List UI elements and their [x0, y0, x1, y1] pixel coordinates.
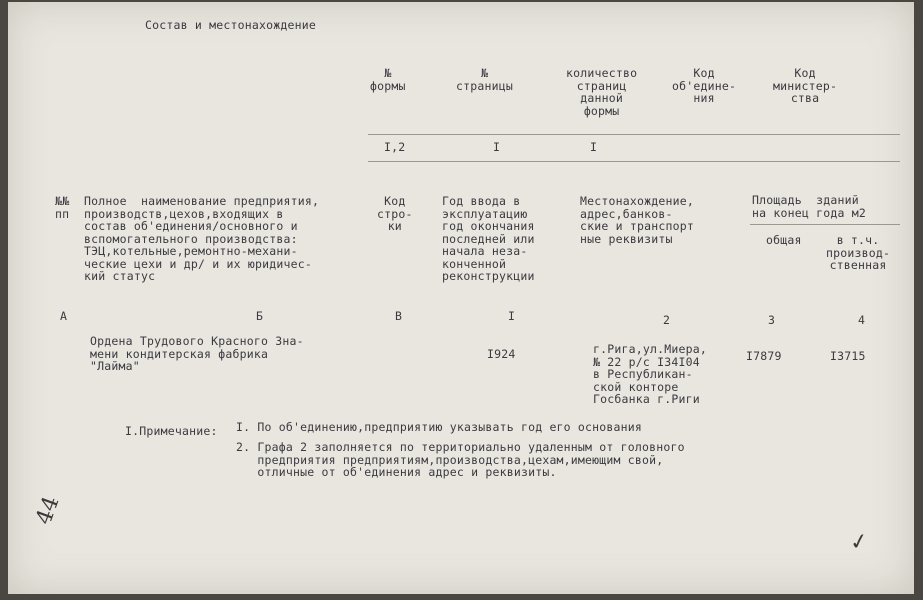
pages-count-header: количество страниц данной формы [566, 66, 638, 118]
column-letter-b: Б [256, 309, 264, 323]
area-production-cell: I3715 [830, 349, 866, 363]
line-code-header: Код стро- ки [377, 194, 413, 233]
area-total-cell: I7879 [746, 349, 782, 363]
form-number-header: № формы [370, 66, 406, 93]
area-header-rule [750, 224, 900, 225]
check-mark-icon: ✓ [847, 528, 871, 557]
column-number-1: I [508, 309, 516, 323]
note-2: 2. Графа 2 заполняется по территориально удаленным от головного предприятия предприятиям,производства,цехам,имеющим свой, отличные от об'единения адрес и реквизиты. [236, 440, 685, 479]
handwritten-page-number: 44 [31, 493, 65, 528]
enterprise-name-header: Полное наименование предприятия, производств,цехов,входящих в состав об'единения/основного и вспомогательного производства: ТЭЦ,котельные,ремонтно-механи- ческие цехи и др/ и их юридичес- кий статус [84, 194, 320, 283]
header-rule [368, 134, 900, 135]
column-number-2: 2 [663, 313, 671, 327]
location-header: Местонахождение, адрес,банков- ские и транспорт ные реквизиты [580, 194, 694, 246]
address-cell: г.Рига,ул.Миера, № 22 р/с I34I04 в Республикан- ской конторе Госбанка г.Риги [593, 342, 707, 406]
building-area-header: Площадь зданий на конец года м2 [752, 193, 866, 220]
enterprise-name-cell: Ордена Трудового Красного Зна- мени кондитерская фабрика "Лайма" [90, 334, 304, 373]
document-page [8, 2, 914, 594]
form-number-value: I,2 [384, 140, 406, 154]
association-code-header: Код об'едине- ния [672, 66, 737, 105]
page-number-header: № страницы [456, 66, 513, 93]
column-number-4: 4 [858, 313, 866, 327]
commissioning-year-header: Год ввода в эксплуатацию год окончания последней или начала неза- конченной реконструкции [442, 194, 535, 283]
page-number-value: I [493, 140, 501, 154]
page-title: Состав и местонахождение [145, 18, 316, 32]
note-1: I. По об'единению,предприятию указывать год его основания [236, 420, 643, 434]
column-letter-a: А [60, 309, 68, 323]
area-total-header: общая [766, 233, 802, 247]
row-number-header: №№ пп [55, 194, 70, 221]
ministry-code-header: Код министер- ства [773, 66, 838, 105]
column-number-3: 3 [768, 313, 776, 327]
commissioning-year-cell: I924 [487, 347, 516, 361]
pages-count-value: I [590, 140, 598, 154]
notes-label: I.Примечание: [125, 424, 218, 438]
area-production-header: в т.ч. производ- ственная [826, 233, 891, 272]
header-rule [368, 161, 900, 162]
column-letter-v: В [395, 309, 403, 323]
